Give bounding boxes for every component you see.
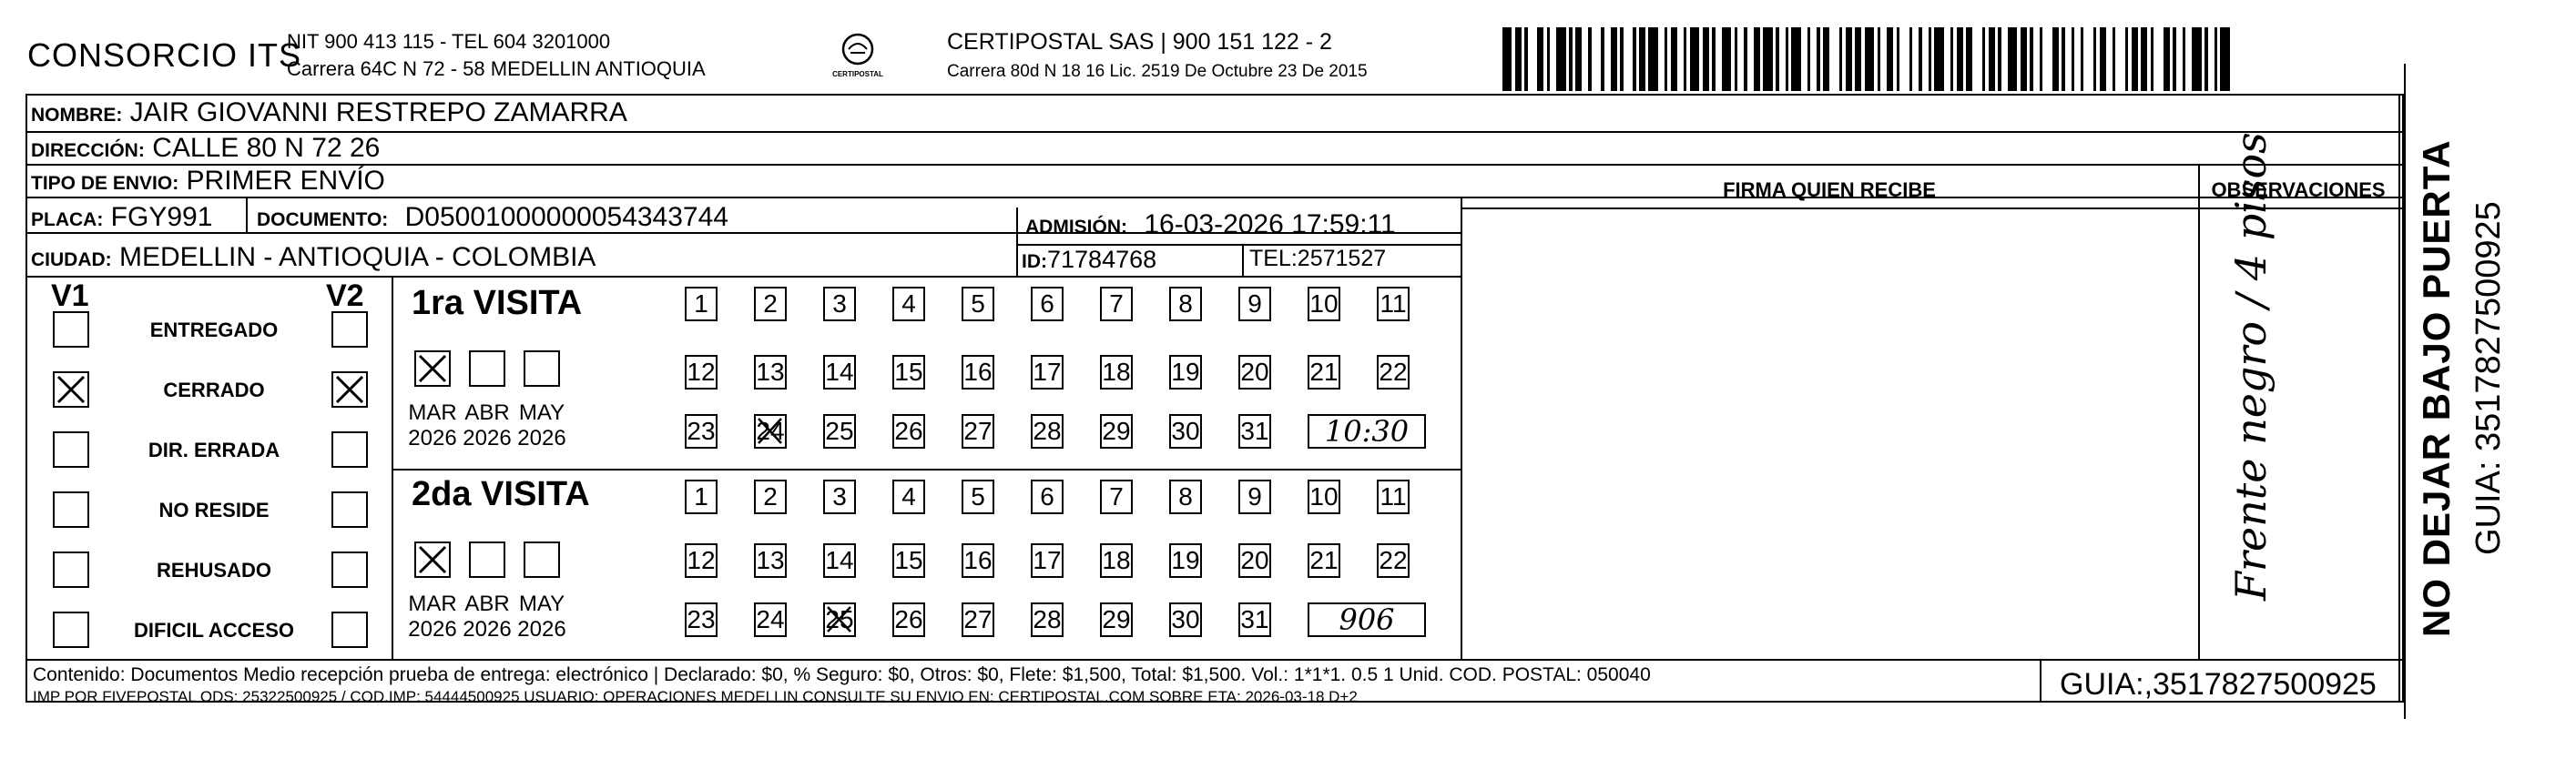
visit2-month-label: MAR	[408, 592, 457, 616]
barcode-gap	[1829, 27, 1838, 91]
barcode-bar	[1791, 27, 1800, 91]
barcode-gap	[2065, 27, 2072, 91]
visit1-day-18[interactable]: 18	[1100, 355, 1133, 390]
visit2-day-13[interactable]: 13	[754, 543, 787, 578]
v2-label: V2	[326, 278, 364, 313]
barcode-gap	[1912, 27, 1919, 91]
visit2-day-6[interactable]: 6	[1031, 480, 1064, 514]
v2-checkbox-no-reside[interactable]	[331, 491, 368, 528]
barcode-gap	[1528, 27, 1537, 91]
barcode-bar	[1887, 27, 1893, 91]
visit1-day-11[interactable]: 11	[1377, 287, 1410, 321]
visit1-day-10[interactable]: 10	[1308, 287, 1340, 321]
barcode-gap	[1899, 27, 1909, 91]
barcode-gap	[1582, 27, 1588, 91]
direccion-label: DIRECCIÓN:	[31, 140, 145, 161]
admision-value: 16-03-2026 17:59:11	[1144, 209, 1396, 239]
visit1-month-checkbox-abr[interactable]	[469, 350, 505, 387]
documento-value: D05001000000054343744	[404, 202, 728, 232]
barcode-gap	[2033, 27, 2040, 91]
ciudad-label: CIUDAD:	[31, 249, 112, 270]
footer-guia: GUIA:,3517827500925	[2060, 667, 2377, 702]
barcode-gap	[2001, 27, 2008, 91]
v2-checkbox-cerrado[interactable]	[331, 371, 368, 408]
visit1-day-19[interactable]: 19	[1169, 355, 1202, 390]
visit1-year-label: 2026	[408, 426, 457, 450]
visit1-day-2[interactable]: 2	[754, 287, 787, 321]
carrier-name: CERTIPOSTAL SAS | 900 151 122 - 2	[947, 29, 1332, 55]
status-option-label: NO RESIDE	[158, 499, 270, 521]
visit1-day-12[interactable]: 12	[685, 355, 718, 390]
visit1-day-29[interactable]: 29	[1100, 414, 1133, 449]
barcode-gap	[1779, 27, 1786, 91]
visit1-day-3[interactable]: 3	[823, 287, 856, 321]
footer-imp: IMP POR FIVEPOSTAL ODS: 25322500925 / COD.IMP: 54444500925 USUARIO: OPERACIONES MEDELLIN CONSULTE SU ENVIO EN: CERTIPOSTAL.COM SOBRE ETA: 2026-03-18 D+2	[33, 688, 1358, 705]
barcode-bar	[1703, 27, 1709, 91]
visit2-day-10[interactable]: 10	[1308, 480, 1340, 514]
admision-label: ADMISIÓN:	[1025, 217, 1127, 238]
barcode-gap	[1716, 27, 1722, 91]
visit1-month-label: MAY	[518, 400, 565, 425]
visit1-day-24[interactable]: 24	[754, 414, 787, 449]
barcode-bar	[2164, 27, 2170, 91]
visit2-year-label: 2026	[408, 617, 457, 642]
v1-checkbox-cerrado[interactable]	[53, 371, 89, 408]
firma-label: FIRMA QUIEN RECIBE	[1723, 178, 1936, 201]
barcode-gap	[1880, 27, 1887, 91]
barcode-bar	[1671, 27, 1677, 91]
id-value: 71784768	[1047, 246, 1157, 273]
visit2-day-11[interactable]: 11	[1377, 480, 1410, 514]
visit2-day-15[interactable]: 15	[892, 543, 925, 578]
visit2-day-31[interactable]: 31	[1238, 602, 1271, 637]
barcode-bar	[1515, 27, 1522, 91]
status-option-label: CERRADO	[163, 379, 265, 401]
barcode-gap	[1801, 27, 1807, 91]
barcode-bar	[1722, 27, 1731, 91]
barcode-gap	[1944, 27, 1950, 91]
tel-value: 2571527	[1297, 246, 1387, 271]
visit1-day-6[interactable]: 6	[1031, 287, 1064, 321]
visit2-day-26[interactable]: 26	[892, 602, 925, 637]
barcode-bar	[1763, 27, 1772, 91]
barcode-bar	[1537, 27, 1543, 91]
v2-checkbox-dificil-acceso[interactable]	[331, 612, 368, 648]
observaciones-label: OBSERVACIONES	[2211, 178, 2386, 201]
barcode-gap	[2153, 27, 2163, 91]
visit2-day-18[interactable]: 18	[1100, 543, 1133, 578]
visit1-day-21[interactable]: 21	[1308, 355, 1340, 390]
barcode-bar	[1846, 27, 1852, 91]
visit2-day-22[interactable]: 22	[1377, 543, 1410, 578]
barcode-gap	[2106, 27, 2113, 91]
v2-checkbox-dir-errada[interactable]	[331, 431, 368, 468]
visit1-month-checkbox-mar[interactable]	[414, 350, 451, 387]
barcode-bar	[2052, 27, 2059, 91]
barcode-bar	[1575, 27, 1582, 91]
visit2-day-8[interactable]: 8	[1169, 480, 1202, 514]
barcode-bar	[1966, 27, 1972, 91]
visit2-day-4[interactable]: 4	[892, 480, 925, 514]
direccion-value: CALLE 80 N 72 26	[152, 133, 381, 163]
v1-checkbox-entregado[interactable]	[53, 311, 89, 348]
visit1-day-7[interactable]: 7	[1100, 287, 1133, 321]
v2-checkbox-entregado[interactable]	[331, 311, 368, 348]
id-label: ID:	[1022, 251, 1047, 272]
v1-checkbox-dificil-acceso[interactable]	[53, 612, 89, 648]
barcode-gap	[1658, 27, 1665, 91]
barcode-bar	[1611, 27, 1617, 91]
barcode-bar	[1502, 27, 1512, 91]
documento-label: DOCUMENTO:	[257, 209, 389, 230]
barcode-bar	[2100, 27, 2106, 91]
barcode-bar	[1855, 27, 1861, 91]
visit2-day-2[interactable]: 2	[754, 480, 787, 514]
barcode-gap	[2074, 27, 2081, 91]
side-guia: GUIA: 3517827500925	[2469, 201, 2508, 555]
visit2-year-label: 2026	[517, 617, 566, 642]
barcode-gap	[1922, 27, 1929, 91]
placa-label: PLACA:	[31, 209, 104, 230]
visit1-day-26[interactable]: 26	[892, 414, 925, 449]
status-option-label: DIR. ERRADA	[148, 439, 280, 461]
barcode-gap	[1624, 27, 1633, 91]
barcode-gap	[2083, 27, 2092, 91]
visit2-day-14[interactable]: 14	[823, 543, 856, 578]
barcode-gap	[1972, 27, 1981, 91]
barcode-bar	[1690, 27, 1699, 91]
visit2-year-label: 2026	[463, 617, 512, 642]
visit2-day-9[interactable]: 9	[1238, 480, 1271, 514]
company-nit: NIT 900 413 115 - TEL 604 3201000	[287, 30, 611, 53]
visit1-month-checkbox-may[interactable]	[524, 350, 560, 387]
barcode-gap	[1677, 27, 1684, 91]
visit2-day-21[interactable]: 21	[1308, 543, 1340, 578]
visit2-month-checkbox-abr[interactable]	[469, 541, 505, 578]
company-name: CONSORCIO ITS	[27, 36, 302, 74]
visit1-day-23[interactable]: 23	[685, 414, 718, 449]
barcode	[1502, 27, 2231, 91]
v1-checkbox-rehusado[interactable]	[53, 552, 89, 588]
barcode-gap	[1604, 27, 1611, 91]
barcode-bar	[1754, 27, 1760, 91]
visit2-title: 2da VISITA	[412, 475, 590, 513]
visit2-day-5[interactable]: 5	[962, 480, 994, 514]
visit1-day-5[interactable]: 5	[962, 287, 994, 321]
side-warning: NO DEJAR BAJO PUERTA	[2415, 139, 2458, 637]
barcode-bar	[1989, 27, 1995, 91]
visit1-day-15[interactable]: 15	[892, 355, 925, 390]
visit1-day-30[interactable]: 30	[1169, 414, 1202, 449]
visit2-day-28[interactable]: 28	[1031, 602, 1064, 637]
visit2-month-may	[514, 592, 569, 643]
placa-value: FGY991	[110, 202, 213, 232]
visit1-day-4[interactable]: 4	[892, 287, 925, 321]
visit1-day-13[interactable]: 13	[754, 355, 787, 390]
visit1-day-16[interactable]: 16	[962, 355, 994, 390]
visit1-month-label: ABR	[464, 400, 510, 425]
tipo-envio-value: PRIMER ENVÍO	[186, 166, 385, 196]
nombre-label: NOMBRE:	[31, 105, 123, 126]
visit1-year-label: 2026	[463, 426, 512, 450]
barcode-gap	[2176, 27, 2183, 91]
barcode-gap	[2115, 27, 2124, 91]
barcode-gap	[2042, 27, 2052, 91]
barcode-gap	[2185, 27, 2192, 91]
visit1-day-27[interactable]: 27	[962, 414, 994, 449]
visit2-time-box[interactable]: 906	[1308, 602, 1426, 637]
visit1-month-label: MAR	[408, 400, 457, 425]
barcode-bar	[1823, 27, 1829, 91]
visit2-month-checkbox-mar[interactable]	[414, 541, 451, 578]
tipo-envio-label: TIPO DE ENVIO:	[31, 173, 179, 194]
v1-checkbox-dir-errada[interactable]	[53, 431, 89, 468]
visit2-day-19[interactable]: 19	[1169, 543, 1202, 578]
visit2-day-27[interactable]: 27	[962, 602, 994, 637]
company-address: Carrera 64C N 72 - 58 MEDELLIN ANTIOQUIA	[287, 57, 706, 80]
visit2-day-12[interactable]: 12	[685, 543, 718, 578]
v1-checkbox-no-reside[interactable]	[53, 491, 89, 528]
barcode-gap	[1592, 27, 1601, 91]
logo-text: CERTIPOSTAL	[832, 70, 883, 78]
visit2-month-label: MAY	[518, 592, 565, 616]
visit2-month-label: ABR	[464, 592, 510, 616]
visit1-day-1[interactable]: 1	[685, 287, 718, 321]
status-option-label: REHUSADO	[157, 559, 271, 582]
barcode-gap	[1810, 27, 1817, 91]
certipostal-logo	[830, 29, 885, 84]
barcode-bar	[1934, 27, 1943, 91]
visit1-day-8[interactable]: 8	[1169, 287, 1202, 321]
v2-checkbox-rehusado[interactable]	[331, 552, 368, 588]
visit1-year-label: 2026	[517, 426, 566, 450]
visit2-day-24[interactable]: 24	[754, 602, 787, 637]
visit1-day-17[interactable]: 17	[1031, 355, 1064, 390]
visit1-day-22[interactable]: 22	[1377, 355, 1410, 390]
visit2-day-1[interactable]: 1	[685, 480, 718, 514]
barcode-bar	[2192, 27, 2201, 91]
visit1-month-mar	[405, 400, 460, 451]
visit1-title: 1ra VISITA	[412, 284, 583, 322]
status-option-label: ENTREGADO	[149, 319, 279, 341]
visit2-day-20[interactable]: 20	[1238, 543, 1271, 578]
visit1-month-abr	[460, 400, 514, 451]
visit1-day-28[interactable]: 28	[1031, 414, 1064, 449]
observation-handwriting: Frente negro / 4 pisos	[2226, 132, 2276, 601]
barcode-bar	[2141, 27, 2147, 91]
barcode-bar	[1957, 27, 1963, 91]
footer-contenido: Contenido: Documentos Medio recepción prueba de entrega: electrónico | Declarado: $0, % Seguro: $0, Otros: $0, Flete: $1,500, Total: $1,500. Vol.: 1*1*1. 0.5 1 Unid. COD. POSTAL: 050040	[33, 664, 1651, 685]
visit2-month-checkbox-may[interactable]	[524, 541, 560, 578]
barcode-bar	[2220, 27, 2229, 91]
barcode-gap	[1550, 27, 1556, 91]
barcode-bar	[1648, 27, 1657, 91]
barcode-gap	[2208, 27, 2215, 91]
visit1-day-14[interactable]: 14	[823, 355, 856, 390]
nombre-value: JAIR GIOVANNI RESTREPO ZAMARRA	[129, 97, 627, 127]
barcode-bar	[1865, 27, 1874, 91]
visit1-time-box[interactable]: 10:30	[1308, 414, 1426, 449]
visit2-day-17[interactable]: 17	[1031, 543, 1064, 578]
visit2-day-25[interactable]: 25	[823, 602, 856, 637]
visit1-day-31[interactable]: 31	[1238, 414, 1271, 449]
ciudad-value: MEDELLIN - ANTIOQUIA - COLOMBIA	[119, 242, 596, 272]
barcode-bar	[2021, 27, 2027, 91]
tel-label: TEL:	[1249, 246, 1298, 271]
visit2-day-30[interactable]: 30	[1169, 602, 1202, 637]
visit1-day-20[interactable]: 20	[1238, 355, 1271, 390]
visit2-day-23[interactable]: 23	[685, 602, 718, 637]
v1-label: V1	[51, 278, 89, 313]
visit1-month-may	[514, 400, 569, 451]
visit2-month-mar	[405, 592, 460, 643]
visit2-month-abr	[460, 592, 514, 643]
visit2-day-3[interactable]: 3	[823, 480, 856, 514]
barcode-bar	[1556, 27, 1565, 91]
carrier-address: Carrera 80d N 18 16 Lic. 2519 De Octubre 23 De 2015	[947, 62, 1368, 81]
barcode-bar	[2008, 27, 2017, 91]
barcode-gap	[1747, 27, 1754, 91]
status-option-label: DIFICIL ACCESO	[133, 619, 294, 642]
barcode-bar	[1639, 27, 1645, 91]
visit1-day-9[interactable]: 9	[1238, 287, 1271, 321]
barcode-gap	[1737, 27, 1744, 91]
visit2-day-16[interactable]: 16	[962, 543, 994, 578]
visit2-day-29[interactable]: 29	[1100, 602, 1133, 637]
barcode-bar	[2132, 27, 2138, 91]
visit2-day-7[interactable]: 7	[1100, 480, 1133, 514]
visit1-day-25[interactable]: 25	[823, 414, 856, 449]
